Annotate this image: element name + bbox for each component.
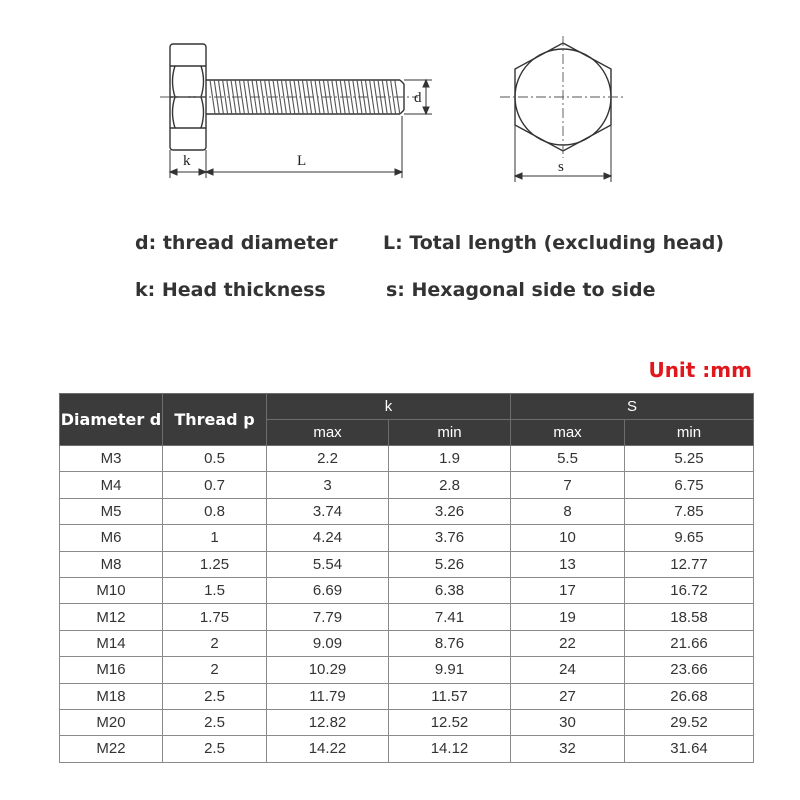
- s-max-cell: 13: [511, 551, 625, 577]
- k-min-cell: 12.52: [389, 709, 511, 735]
- table-row: [60, 551, 754, 577]
- bolt-drawing: [0, 0, 800, 200]
- header-s: S: [511, 394, 754, 420]
- k-min-cell: 8.76: [389, 630, 511, 656]
- s-min-cell: 29.52: [625, 709, 754, 735]
- header-diameter: Diameter d: [60, 394, 163, 446]
- diameter-cell: M6: [60, 525, 163, 551]
- s-min-cell: 6.75: [625, 472, 754, 498]
- diameter-cell: M16: [60, 657, 163, 683]
- header-k: k: [267, 394, 511, 420]
- s-max-cell: 19: [511, 604, 625, 630]
- s-max-cell: 7: [511, 472, 625, 498]
- header-k-min: min: [389, 420, 511, 446]
- k-max-cell: 2.2: [267, 446, 389, 472]
- bolt-diagram: [0, 0, 800, 200]
- thread-cell: 2.5: [163, 709, 267, 735]
- k-max-cell: 9.09: [267, 630, 389, 656]
- s-min-cell: 12.77: [625, 551, 754, 577]
- table-row: [60, 577, 754, 603]
- k-min-cell: 6.38: [389, 577, 511, 603]
- spec-table: [59, 393, 754, 763]
- thread-cell: 1.5: [163, 577, 267, 603]
- k-min-cell: 3.76: [389, 525, 511, 551]
- diameter-cell: M4: [60, 472, 163, 498]
- table-row: [60, 604, 754, 630]
- s-max-cell: 32: [511, 736, 625, 762]
- k-min-cell: 14.12: [389, 736, 511, 762]
- s-min-cell: 21.66: [625, 630, 754, 656]
- s-min-cell: 26.68: [625, 683, 754, 709]
- legend-s: s: Hexagonal side to side: [386, 279, 656, 301]
- table-row: [60, 498, 754, 524]
- thread-cell: 2: [163, 657, 267, 683]
- thread-cell: 0.5: [163, 446, 267, 472]
- diameter-cell: M14: [60, 630, 163, 656]
- s-label: s: [558, 159, 564, 175]
- legend-L: L: Total length (excluding head): [383, 232, 725, 254]
- diameter-cell: M8: [60, 551, 163, 577]
- k-max-cell: 12.82: [267, 709, 389, 735]
- k-max-cell: 6.69: [267, 577, 389, 603]
- legend-k: k: Head thickness: [135, 279, 326, 301]
- k-min-cell: 1.9: [389, 446, 511, 472]
- header-k-max: max: [267, 420, 389, 446]
- s-min-cell: 7.85: [625, 498, 754, 524]
- s-max-cell: 5.5: [511, 446, 625, 472]
- s-min-cell: 23.66: [625, 657, 754, 683]
- table-row: [60, 683, 754, 709]
- table-row: [60, 446, 754, 472]
- k-max-cell: 11.79: [267, 683, 389, 709]
- table-row: [60, 657, 754, 683]
- k-max-cell: 4.24: [267, 525, 389, 551]
- thread-cell: 1.75: [163, 604, 267, 630]
- thread-cell: 1.25: [163, 551, 267, 577]
- s-max-cell: 17: [511, 577, 625, 603]
- s-min-cell: 16.72: [625, 577, 754, 603]
- k-max-cell: 7.79: [267, 604, 389, 630]
- table-row: [60, 736, 754, 762]
- d-label: d: [414, 90, 422, 106]
- s-min-cell: 18.58: [625, 604, 754, 630]
- k-min-cell: 9.91: [389, 657, 511, 683]
- diameter-cell: M22: [60, 736, 163, 762]
- table-row: [60, 525, 754, 551]
- unit-label: Unit :mm: [648, 358, 752, 382]
- s-max-cell: 10: [511, 525, 625, 551]
- header-s-max: max: [511, 420, 625, 446]
- s-max-cell: 27: [511, 683, 625, 709]
- k-min-cell: 7.41: [389, 604, 511, 630]
- s-min-cell: 31.64: [625, 736, 754, 762]
- s-max-cell: 22: [511, 630, 625, 656]
- table-row: [60, 709, 754, 735]
- s-min-cell: 9.65: [625, 525, 754, 551]
- s-max-cell: 8: [511, 498, 625, 524]
- table-row: [60, 630, 754, 656]
- diameter-cell: M5: [60, 498, 163, 524]
- k-min-cell: 3.26: [389, 498, 511, 524]
- diameter-cell: M18: [60, 683, 163, 709]
- k-min-cell: 5.26: [389, 551, 511, 577]
- k-max-cell: 5.54: [267, 551, 389, 577]
- table-row: [60, 472, 754, 498]
- legend-d: d: thread diameter: [135, 232, 338, 254]
- diameter-cell: M12: [60, 604, 163, 630]
- thread-cell: 1: [163, 525, 267, 551]
- L-label: L: [297, 153, 307, 169]
- k-max-cell: 3.74: [267, 498, 389, 524]
- thread-cell: 2.5: [163, 683, 267, 709]
- diameter-cell: M3: [60, 446, 163, 472]
- k-label: k: [183, 153, 191, 169]
- thread-cell: 2: [163, 630, 267, 656]
- k-min-cell: 11.57: [389, 683, 511, 709]
- k-min-cell: 2.8: [389, 472, 511, 498]
- thread-cell: 0.7: [163, 472, 267, 498]
- s-min-cell: 5.25: [625, 446, 754, 472]
- s-max-cell: 24: [511, 657, 625, 683]
- thread-cell: 2.5: [163, 736, 267, 762]
- diameter-cell: M20: [60, 709, 163, 735]
- header-s-min: min: [625, 420, 754, 446]
- table-body: [60, 446, 754, 763]
- s-max-cell: 30: [511, 709, 625, 735]
- header-thread: Thread p: [163, 394, 267, 446]
- k-max-cell: 14.22: [267, 736, 389, 762]
- diameter-cell: M10: [60, 577, 163, 603]
- k-max-cell: 10.29: [267, 657, 389, 683]
- k-max-cell: 3: [267, 472, 389, 498]
- thread-cell: 0.8: [163, 498, 267, 524]
